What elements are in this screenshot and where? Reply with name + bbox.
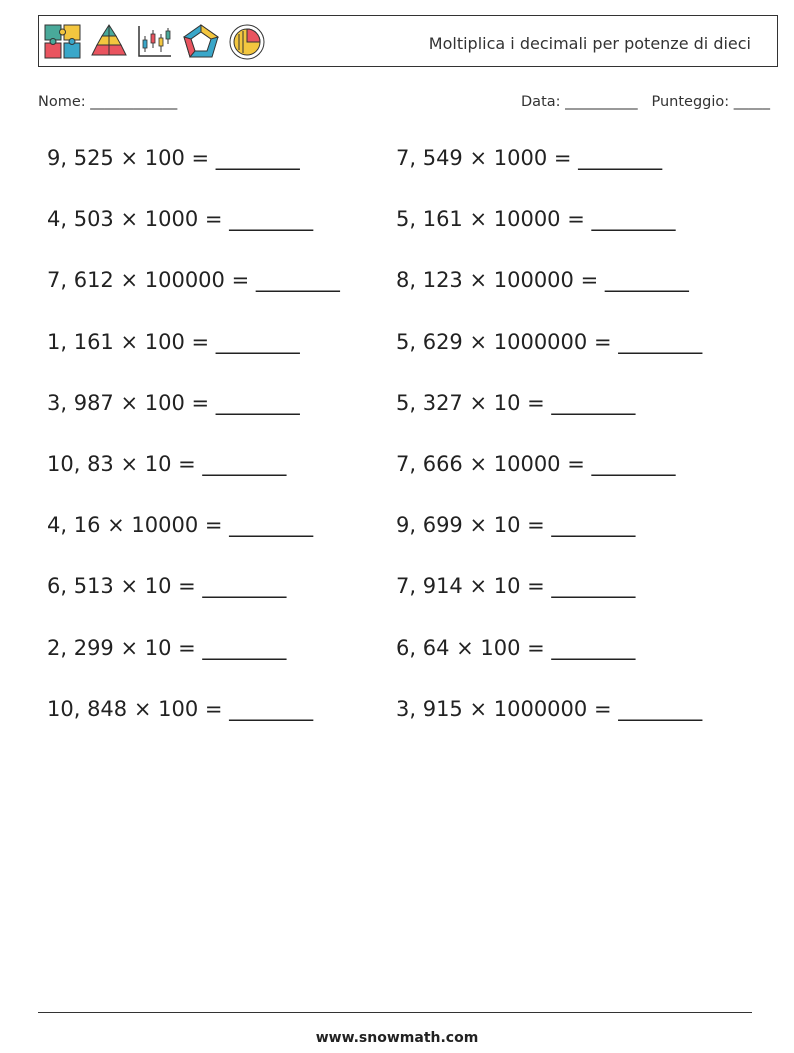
problem-row <box>47 452 767 513</box>
pie-chart-icon <box>227 22 267 62</box>
problem: 8, 123 × 100000 = ________ <box>396 268 689 293</box>
problem-row <box>47 146 767 207</box>
problem: 4, 503 × 1000 = ________ <box>47 207 314 232</box>
problem: 7, 666 × 10000 = ________ <box>396 451 676 476</box>
problem: 6, 513 × 10 = ________ <box>47 574 287 599</box>
problem: 9, 699 × 10 = ________ <box>396 513 636 538</box>
date-score-fields <box>521 94 770 110</box>
footer-url: www.snowmath.com <box>315 1030 479 1046</box>
problem: 7, 612 × 100000 = ________ <box>47 268 340 293</box>
problem: 1, 161 × 100 = ________ <box>47 329 300 354</box>
worksheet-title: Moltiplica i decimali per potenze di dieci <box>428 34 751 53</box>
problem-row <box>47 207 767 268</box>
name-field: Nome: ____________ <box>38 94 178 110</box>
problem-grid <box>47 146 767 758</box>
problem: 5, 327 × 10 = ________ <box>396 390 636 415</box>
header-box <box>38 15 778 67</box>
problem: 10, 83 × 10 = ________ <box>47 451 287 476</box>
problem-row <box>47 391 767 452</box>
problem-row <box>47 574 767 635</box>
problem: 9, 525 × 100 = ________ <box>47 146 300 170</box>
problem: 2, 299 × 10 = ________ <box>47 635 287 660</box>
problem: 5, 629 × 1000000 = ________ <box>396 329 703 354</box>
problem: 7, 549 × 1000 = ________ <box>396 146 663 170</box>
score-field: Punteggio: _____ <box>651 94 770 110</box>
icon-strip <box>43 20 267 64</box>
footer-divider <box>38 1012 752 1013</box>
problem: 10, 848 × 100 = ________ <box>47 696 314 721</box>
problem: 3, 915 × 1000000 = ________ <box>396 696 703 721</box>
problem: 6, 64 × 100 = ________ <box>396 635 636 660</box>
problem-row <box>47 330 767 391</box>
problem-row <box>47 636 767 697</box>
candlestick-chart-icon <box>135 22 175 62</box>
problem: 4, 16 × 10000 = ________ <box>47 513 314 538</box>
problem-row <box>47 697 767 758</box>
problem-row <box>47 268 767 329</box>
pyramid-chart-icon <box>89 22 129 62</box>
problem: 5, 161 × 10000 = ________ <box>396 207 676 232</box>
puzzle-icon <box>43 22 83 62</box>
problem: 7, 914 × 10 = ________ <box>396 574 636 599</box>
problem: 3, 987 × 100 = ________ <box>47 390 300 415</box>
problem-row <box>47 513 767 574</box>
date-field: Data: __________ <box>521 94 638 110</box>
pentagon-icon <box>181 22 221 62</box>
